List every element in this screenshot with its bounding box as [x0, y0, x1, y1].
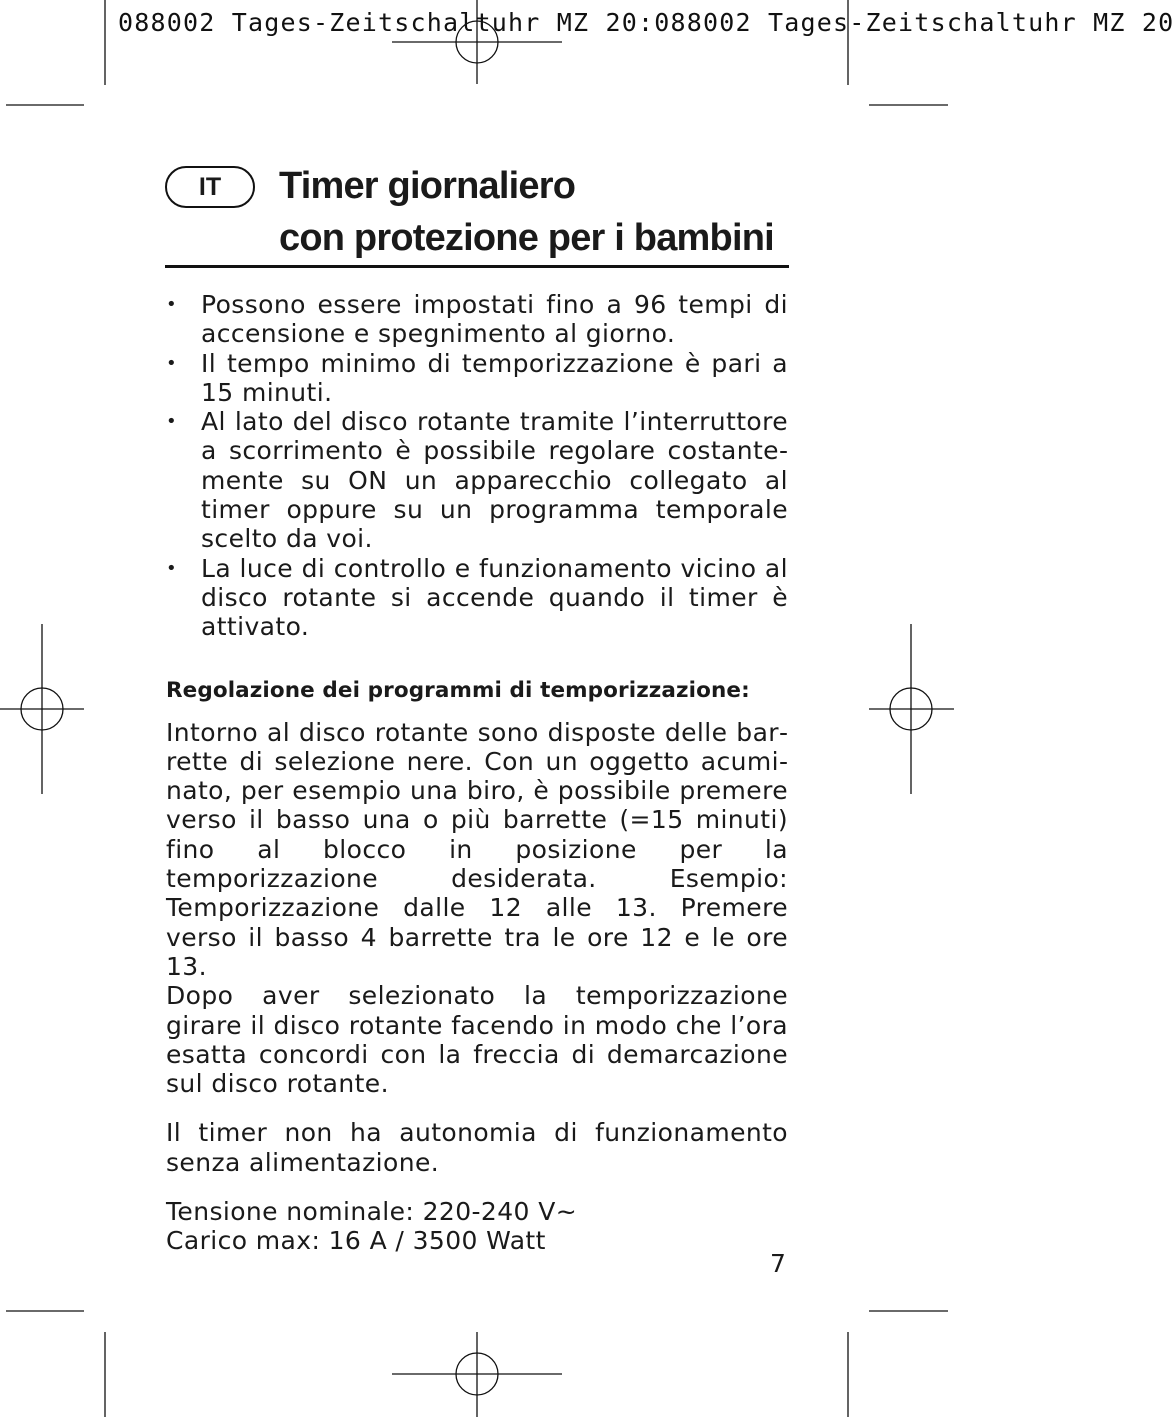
feature-list-item: • Il tempo minimo di temporizzazione è pari a 15 minuti. [166, 349, 788, 408]
technical-specs [166, 1197, 788, 1256]
main-content [166, 290, 788, 1256]
body-paragraph: Dopo aver selezionato la temporizzazione girare il disco rotante facendo in modo che l’ora esatta concordi con la freccia di demarcazione sul disco rotante. [166, 981, 788, 1099]
feature-list-item: • Al lato del disco rotante tramite l’interruttore a scorrimento è possibile regolare costantemente su ON un apparecchio collegato al timer oppure su un programma temporale scelto da voi. [166, 407, 788, 553]
section-heading: Regolazione dei programmi di temporizzazione: [166, 677, 750, 703]
body-paragraph: Il timer non ha autonomia di funzionamento senza alimentazione. [166, 1118, 788, 1177]
rated-voltage-spec: Tensione nominale: 220-240 V~ [166, 1197, 578, 1227]
print-slug-line: 088002 Tages-Zeitschaltuhr MZ 20:088002 Tages-Zeitschaltuhr MZ 20 [118, 8, 1174, 37]
page-title-line-2: con protezione per i bambini [279, 217, 774, 259]
page-title [279, 160, 774, 264]
title-underline-rule [165, 265, 789, 268]
feature-list-item: • Possono essere impostati fino a 96 tempi di accensione e spegnimento al giorno. [166, 290, 788, 349]
language-badge: IT [165, 166, 255, 208]
page-number: 7 [770, 1249, 786, 1278]
body-paragraph: Intorno al disco rotante sono disposte delle barrette di selezione nere. Con un oggetto acuminato, per esempio una biro, è possibile premere verso il basso una o più barrette (=15 minuti) fino al blocco in posizione per la temporizzazione desiderata. Esempio: Temporizzazione dalle 12 alle 13. Premere verso il basso 4 barrette tra le ore 12 e le ore 13. [166, 717, 788, 981]
feature-list-item: • La luce di controllo e funzionamento vicino al disco rotante si accende quando il timer è attivato. [166, 554, 788, 642]
page-title-line-1: Timer giornaliero [279, 165, 576, 207]
feature-list [166, 290, 788, 642]
max-load-spec: Carico max: 16 A / 3500 Watt [166, 1226, 546, 1256]
